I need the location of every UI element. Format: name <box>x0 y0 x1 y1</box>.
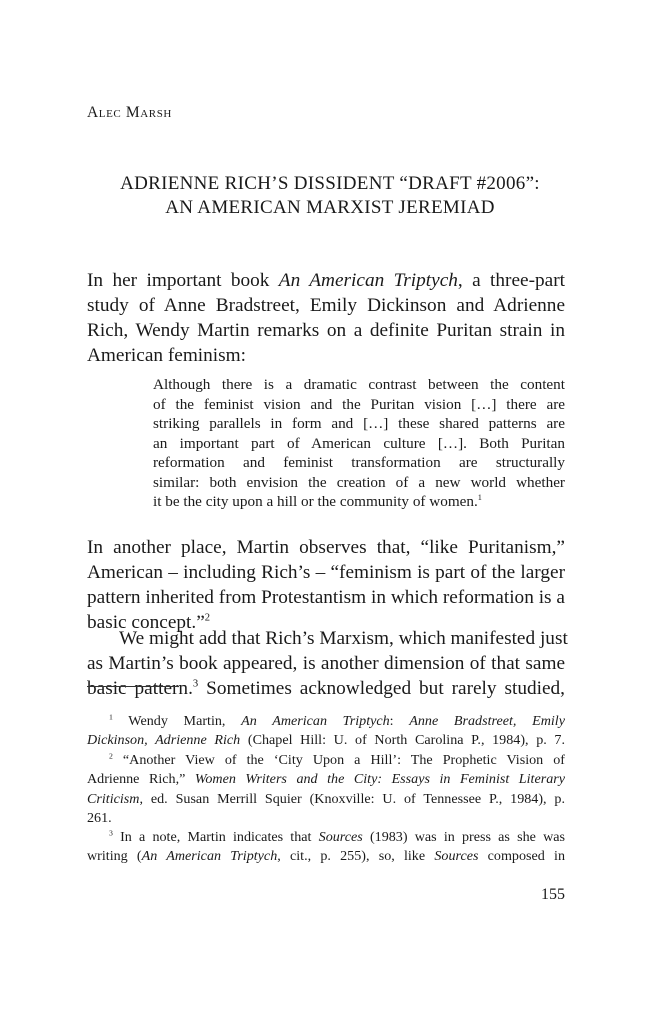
text: Adrienne Rich,” <box>87 771 195 788</box>
text: Sometimes acknowledged but rarely studied, <box>198 678 566 699</box>
footnote-number: 2 <box>109 751 113 761</box>
text: Wendy Martin, <box>112 713 242 729</box>
quote-line: Although there is a dramatic contrast between the content <box>153 376 565 393</box>
text: basic concept.” <box>87 612 205 633</box>
footnote-3 <box>87 828 565 867</box>
paragraph-3-line <box>87 676 565 701</box>
book-title: An American Triptych <box>141 848 278 865</box>
footnote-line: 261. <box>87 809 112 826</box>
title-line-1: ADRIENNE RICH’S DISSIDENT “DRAFT #2006”: <box>120 173 540 194</box>
book-title: Anne Bradstreet, Emily <box>409 713 565 729</box>
text: In a note, Martin indicates that <box>112 829 319 845</box>
article-title <box>60 172 600 220</box>
book-title: Women Writers and the City: Essays in Feminist Literary <box>194 771 565 788</box>
text: In her important book <box>87 270 279 291</box>
footnote-line <box>87 828 565 847</box>
block-quote <box>153 375 565 512</box>
footnote-ref: 2 <box>204 612 211 624</box>
book-title: Dickinson, Adrienne Rich <box>87 732 241 749</box>
book-title: An American Triptych <box>241 713 390 729</box>
quote-line: an important part of American culture […]. Both Puritan <box>153 434 565 452</box>
quote-line: of the feminist vision and the Puritan vision […] there are <box>153 395 565 413</box>
paragraph-2-line: In another place, Martin observes that, “like Puritanism,” <box>87 537 565 558</box>
quote-line: similar: both envision the creation of a new world whether <box>153 473 565 491</box>
paragraph-1-line: Rich, Wendy Martin remarks on a definite Puritan strain in <box>87 320 565 341</box>
paragraph-1-line: American feminism: <box>87 345 247 366</box>
paragraph-3-line: as Martin’s book appeared, is another dimension of that same <box>87 653 565 674</box>
paragraph-2-line: pattern inherited from Protestantism in which reformation is a <box>87 587 565 608</box>
paragraph-3-line: We might add that Rich’s Marxism, which manifested just <box>119 628 568 649</box>
page-number: 155 <box>541 886 565 903</box>
text: “Another View of the ‘City Upon a Hill’: The Prophetic Vision of <box>112 752 565 768</box>
paragraph-1 <box>87 268 565 368</box>
paragraph-1-line: study of Anne Bradstreet, Emily Dickinson and Adrienne <box>87 295 565 316</box>
paragraph-2 <box>87 535 565 635</box>
text: (1983) was in press as she was <box>362 829 565 845</box>
quote-line: reformation and feminist transformation are structurally <box>153 454 565 471</box>
text: : <box>389 713 410 729</box>
footnote-ref: 3 <box>192 678 199 690</box>
quote-line <box>153 492 565 512</box>
footnote-ref: 1 <box>477 492 482 502</box>
text: basic pattern. <box>87 678 193 699</box>
paragraph-3 <box>87 626 568 701</box>
footnote-line <box>87 790 565 809</box>
book-title: Sources <box>318 829 363 845</box>
text: writing ( <box>87 848 142 865</box>
footnote-line <box>87 751 565 770</box>
footnote-1 <box>87 712 565 751</box>
text: composed in <box>478 848 565 865</box>
title-line-2: AN AMERICAN MARXIST JEREMIAD <box>165 197 495 218</box>
paragraph-2-line: American – including Rich’s – “feminism is part of the larger <box>87 562 565 583</box>
text: , ed. Susan Merrill Squier (Knoxville: U. of Tennessee P., 1984), p. <box>139 790 565 807</box>
running-head-author: Alec Marsh <box>87 104 172 121</box>
footnote-line <box>87 731 565 750</box>
book-title: Criticism <box>87 790 140 807</box>
footnote-number: 1 <box>109 712 113 722</box>
footnote-number: 3 <box>109 828 113 838</box>
book-title: Sources <box>434 848 479 865</box>
text: it be the city upon a hill or the community of women. <box>153 493 478 510</box>
text: (Chapel Hill: U. of North Carolina P., 1984), p. 7. <box>240 732 565 749</box>
book-title: An American Triptych <box>278 270 458 291</box>
paragraph-1-line <box>87 268 565 293</box>
footnote-divider <box>87 686 179 687</box>
quote-line: striking parallels in form and […] these shared patterns are <box>153 415 565 432</box>
text: , a three-part <box>457 270 565 291</box>
footnote-2 <box>87 751 565 828</box>
footnote-line <box>87 847 565 866</box>
text: , cit., p. 255), so, like <box>277 848 435 865</box>
footnote-line <box>87 770 565 789</box>
footnote-line <box>87 712 565 731</box>
